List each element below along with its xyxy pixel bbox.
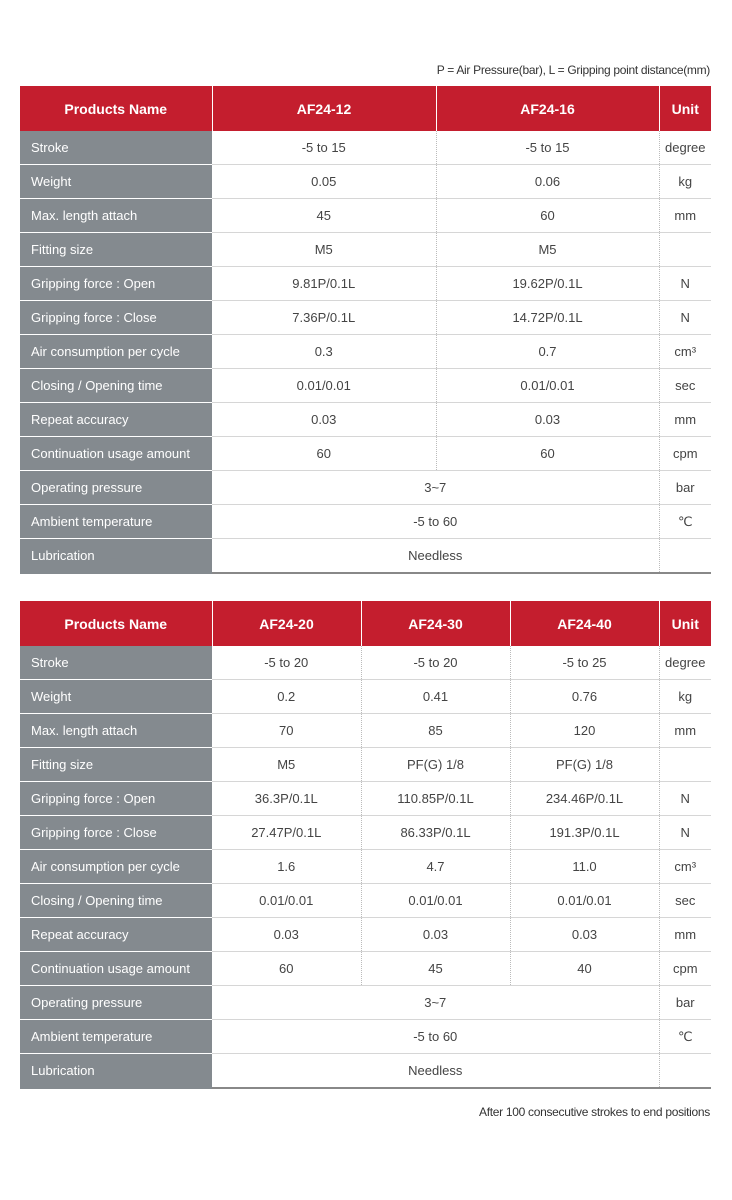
row-label: Repeat accuracy bbox=[20, 918, 212, 952]
spec-value: 60 bbox=[436, 437, 659, 471]
table-row bbox=[20, 748, 711, 782]
spec-value-shared: Needless bbox=[212, 539, 659, 574]
spec-value: 14.72P/0.1L bbox=[436, 301, 659, 335]
row-label: Gripping force : Open bbox=[20, 267, 212, 301]
spec-value: 191.3P/0.1L bbox=[510, 816, 659, 850]
row-unit: cpm bbox=[659, 437, 711, 471]
spec-value: 60 bbox=[436, 199, 659, 233]
table-row bbox=[20, 918, 711, 952]
spec-table-af24-12-16 bbox=[20, 86, 711, 574]
row-label: Operating pressure bbox=[20, 471, 212, 505]
table-row bbox=[20, 165, 711, 199]
table-row bbox=[20, 335, 711, 369]
row-label: Gripping force : Open bbox=[20, 782, 212, 816]
row-label: Air consumption per cycle bbox=[20, 335, 212, 369]
row-unit: degree bbox=[659, 646, 711, 680]
spec-value: M5 bbox=[436, 233, 659, 267]
table-body bbox=[20, 646, 711, 1088]
row-label: Max. length attach bbox=[20, 714, 212, 748]
spec-table-af24-20-30-40 bbox=[20, 601, 711, 1089]
model-header: AF24-16 bbox=[436, 86, 659, 131]
row-label: Closing / Opening time bbox=[20, 884, 212, 918]
row-unit: cm³ bbox=[659, 335, 711, 369]
table-row bbox=[20, 301, 711, 335]
spec-value: 0.06 bbox=[436, 165, 659, 199]
row-unit: ℃ bbox=[659, 505, 711, 539]
spec-value: 0.03 bbox=[510, 918, 659, 952]
row-label: Fitting size bbox=[20, 233, 212, 267]
table-row bbox=[20, 850, 711, 884]
table-row bbox=[20, 437, 711, 471]
table-row bbox=[20, 369, 711, 403]
spec-value: M5 bbox=[212, 748, 361, 782]
row-unit bbox=[659, 233, 711, 267]
row-label: Max. length attach bbox=[20, 199, 212, 233]
spec-value: 85 bbox=[361, 714, 510, 748]
table-row bbox=[20, 952, 711, 986]
row-label: Ambient temperature bbox=[20, 1020, 212, 1054]
row-label: Closing / Opening time bbox=[20, 369, 212, 403]
row-unit: N bbox=[659, 816, 711, 850]
spec-value: 0.2 bbox=[212, 680, 361, 714]
row-label: Lubrication bbox=[20, 1054, 212, 1089]
spec-value: 36.3P/0.1L bbox=[212, 782, 361, 816]
spec-value: M5 bbox=[212, 233, 436, 267]
table-row bbox=[20, 1020, 711, 1054]
spec-value: 0.03 bbox=[361, 918, 510, 952]
spec-value: 45 bbox=[212, 199, 436, 233]
spec-value: 0.01/0.01 bbox=[212, 884, 361, 918]
spec-value: PF(G) 1/8 bbox=[510, 748, 659, 782]
row-unit: sec bbox=[659, 369, 711, 403]
row-unit: kg bbox=[659, 165, 711, 199]
table-body bbox=[20, 131, 711, 573]
spec-value: -5 to 25 bbox=[510, 646, 659, 680]
table-header-row bbox=[20, 601, 711, 646]
spec-value: 0.03 bbox=[436, 403, 659, 437]
spec-value: 120 bbox=[510, 714, 659, 748]
row-unit bbox=[659, 539, 711, 574]
model-header: AF24-30 bbox=[361, 601, 510, 646]
table-row bbox=[20, 884, 711, 918]
table-row bbox=[20, 782, 711, 816]
row-label: Continuation usage amount bbox=[20, 952, 212, 986]
row-label: Continuation usage amount bbox=[20, 437, 212, 471]
table-row bbox=[20, 986, 711, 1020]
row-unit: cm³ bbox=[659, 850, 711, 884]
spec-value: 234.46P/0.1L bbox=[510, 782, 659, 816]
row-label: Gripping force : Close bbox=[20, 301, 212, 335]
spec-value: 0.01/0.01 bbox=[361, 884, 510, 918]
row-label: Air consumption per cycle bbox=[20, 850, 212, 884]
table-row bbox=[20, 714, 711, 748]
spec-value: 0.01/0.01 bbox=[436, 369, 659, 403]
spec-value: 60 bbox=[212, 952, 361, 986]
row-label: Weight bbox=[20, 165, 212, 199]
row-unit bbox=[659, 748, 711, 782]
spec-value: 0.01/0.01 bbox=[510, 884, 659, 918]
spec-value: -5 to 15 bbox=[436, 131, 659, 165]
spec-value: 0.41 bbox=[361, 680, 510, 714]
spec-value: 60 bbox=[212, 437, 436, 471]
row-label: Lubrication bbox=[20, 539, 212, 574]
row-unit: cpm bbox=[659, 952, 711, 986]
table-row bbox=[20, 403, 711, 437]
row-unit: mm bbox=[659, 918, 711, 952]
spec-value: 1.6 bbox=[212, 850, 361, 884]
row-label: Operating pressure bbox=[20, 986, 212, 1020]
row-label: Gripping force : Close bbox=[20, 816, 212, 850]
row-label: Stroke bbox=[20, 131, 212, 165]
spec-value: 86.33P/0.1L bbox=[361, 816, 510, 850]
table-row bbox=[20, 233, 711, 267]
row-unit: kg bbox=[659, 680, 711, 714]
spec-value: 0.76 bbox=[510, 680, 659, 714]
table-header-row bbox=[20, 86, 711, 131]
spec-value: 110.85P/0.1L bbox=[361, 782, 510, 816]
spec-value-shared: -5 to 60 bbox=[212, 1020, 659, 1054]
spec-value: -5 to 20 bbox=[361, 646, 510, 680]
row-unit: bar bbox=[659, 471, 711, 505]
table-row bbox=[20, 471, 711, 505]
spec-value: PF(G) 1/8 bbox=[361, 748, 510, 782]
spec-value: 11.0 bbox=[510, 850, 659, 884]
pressure-distance-note: P = Air Pressure(bar), L = Gripping point distance(mm) bbox=[436, 63, 710, 77]
table-row bbox=[20, 539, 711, 574]
spec-value: 0.03 bbox=[212, 918, 361, 952]
unit-header: Unit bbox=[659, 601, 711, 646]
model-header: AF24-12 bbox=[212, 86, 436, 131]
spec-value: 4.7 bbox=[361, 850, 510, 884]
row-unit: bar bbox=[659, 986, 711, 1020]
model-header: AF24-40 bbox=[510, 601, 659, 646]
spec-value: 0.3 bbox=[212, 335, 436, 369]
products-name-header: Products Name bbox=[20, 601, 212, 646]
spec-value: 9.81P/0.1L bbox=[212, 267, 436, 301]
spec-value: 70 bbox=[212, 714, 361, 748]
row-label: Fitting size bbox=[20, 748, 212, 782]
table-row bbox=[20, 199, 711, 233]
row-unit: mm bbox=[659, 714, 711, 748]
spec-value-shared: 3~7 bbox=[212, 471, 659, 505]
spec-value-shared: -5 to 60 bbox=[212, 505, 659, 539]
row-unit: N bbox=[659, 782, 711, 816]
products-name-header: Products Name bbox=[20, 86, 212, 131]
table-row bbox=[20, 267, 711, 301]
spec-value: 0.7 bbox=[436, 335, 659, 369]
table-row bbox=[20, 1054, 711, 1089]
row-unit: degree bbox=[659, 131, 711, 165]
row-label: Stroke bbox=[20, 646, 212, 680]
table-row bbox=[20, 816, 711, 850]
row-unit: mm bbox=[659, 199, 711, 233]
row-unit: mm bbox=[659, 403, 711, 437]
table-row bbox=[20, 680, 711, 714]
spec-value: 19.62P/0.1L bbox=[436, 267, 659, 301]
row-label: Repeat accuracy bbox=[20, 403, 212, 437]
strokes-footnote: After 100 consecutive strokes to end positions bbox=[478, 1105, 710, 1119]
spec-value-shared: Needless bbox=[212, 1054, 659, 1089]
row-unit: ℃ bbox=[659, 1020, 711, 1054]
spec-value: 27.47P/0.1L bbox=[212, 816, 361, 850]
spec-value: 7.36P/0.1L bbox=[212, 301, 436, 335]
table-row bbox=[20, 646, 711, 680]
spec-value: 40 bbox=[510, 952, 659, 986]
table-row bbox=[20, 505, 711, 539]
row-unit bbox=[659, 1054, 711, 1089]
unit-header: Unit bbox=[659, 86, 711, 131]
row-label: Ambient temperature bbox=[20, 505, 212, 539]
spec-value: 0.03 bbox=[212, 403, 436, 437]
spec-value-shared: 3~7 bbox=[212, 986, 659, 1020]
row-unit: sec bbox=[659, 884, 711, 918]
table-row bbox=[20, 131, 711, 165]
spec-value: 0.01/0.01 bbox=[212, 369, 436, 403]
spec-value: -5 to 15 bbox=[212, 131, 436, 165]
model-header: AF24-20 bbox=[212, 601, 361, 646]
row-label: Weight bbox=[20, 680, 212, 714]
row-unit: N bbox=[659, 267, 711, 301]
row-unit: N bbox=[659, 301, 711, 335]
spec-value: 45 bbox=[361, 952, 510, 986]
spec-value: -5 to 20 bbox=[212, 646, 361, 680]
spec-value: 0.05 bbox=[212, 165, 436, 199]
